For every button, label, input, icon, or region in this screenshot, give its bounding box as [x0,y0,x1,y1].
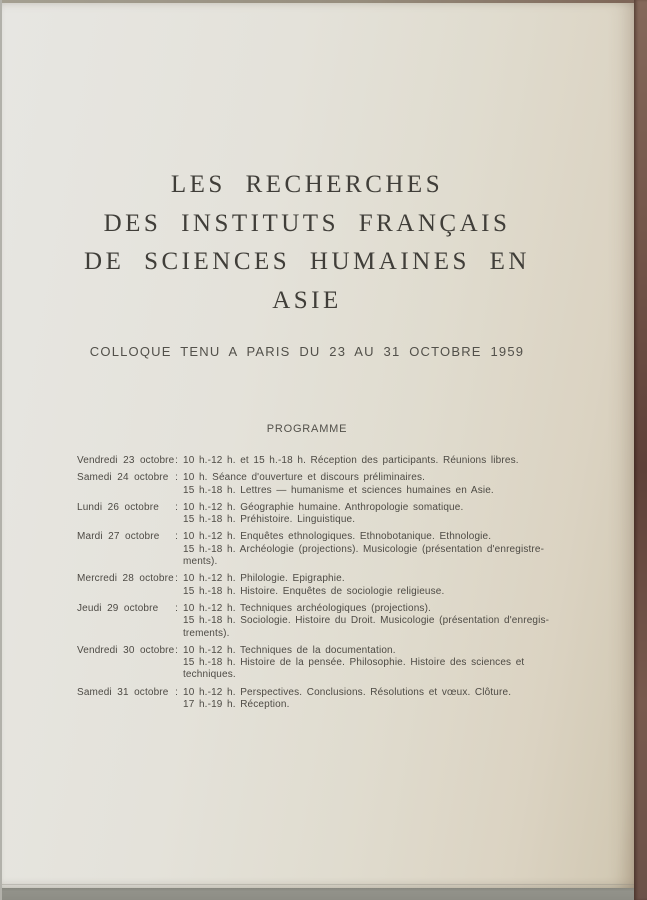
title-line: DES INSTITUTS FRANÇAIS [103,209,511,237]
entry-description [183,603,567,640]
entry-line: 10 h.-12 h. Techniques archéologiques (projections). [183,602,431,614]
entry-description [183,687,567,712]
entry-line: trements). [183,627,230,639]
entry-colon: : [175,644,178,656]
entry-date: Vendredi 30 octobre [77,644,175,656]
entry-line: 10 h.-12 h. et 15 h.-18 h. Réception des participants. Réunions libres. [183,455,519,466]
entry-colon: : [175,501,178,513]
entry-date: Mercredi 28 octobre [77,573,174,585]
entry-line: 17 h.-19 h. Réception. [183,699,290,711]
entry-colon: : [175,455,178,466]
entry-line: 15 h.-18 h. Sociologie. Histoire du Droit. Musicologie (présentation d'enregis- [183,615,550,627]
entry-colon: : [175,573,178,585]
title-line: DE SCIENCES HUMAINES EN ASIE [84,248,530,314]
entry-line: 15 h.-18 h. Histoire. Enquêtes de sociologie religieuse. [183,585,445,597]
entry-line: 10 h.-12 h. Techniques de la documentation. [183,644,396,656]
entry-line: 15 h.-18 h. Archéologie (projections). Musicologie (présentation d'enregistre- [183,543,545,555]
title-line: LES RECHERCHES [170,171,444,198]
colloque-subtitle: COLLOQUE TENU A PARIS DU 23 AU 31 OCTOBRE 1959 [89,344,525,359]
entry-description [183,455,567,467]
entry-line: ments). [183,556,218,568]
program-entry [77,472,567,497]
program-entry [77,573,567,598]
entry-date: Mardi 27 octobre [77,531,160,543]
entry-colon: : [175,472,178,484]
entry-colon: : [175,686,178,698]
page-title [72,166,542,320]
entry-date: Vendredi 23 octobre [77,455,175,466]
program-entry [77,455,567,467]
entry-line: 10 h.-12 h. Enquêtes ethnologiques. Ethnobotanique. Ethnologie. [183,531,492,543]
entry-line: 15 h.-18 h. Lettres — humanisme et sciences humaines en Asie. [183,484,494,496]
programme-heading: PROGRAMME [266,423,348,435]
program-list [77,455,567,716]
page-stack-fore-edge [0,887,647,900]
program-entry [77,603,567,640]
entry-description [183,645,567,682]
entry-description [183,472,567,497]
entry-line: 10 h.-12 h. Perspectives. Conclusions. Résolutions et vœux. Clôture. [183,686,512,698]
document-page [2,3,634,888]
entry-line: 15 h.-18 h. Préhistoire. Linguistique. [183,514,356,526]
entry-colon: : [175,602,178,614]
program-entry [77,645,567,682]
entry-line: 10 h.-12 h. Géographie humaine. Anthropologie somatique. [183,501,464,513]
entry-date: Samedi 31 octobre [77,686,169,698]
entry-description [183,531,567,568]
entry-colon: : [175,531,178,543]
entry-date: Lundi 26 octobre [77,501,159,513]
entry-date: Samedi 24 octobre [77,472,169,484]
program-entry [77,687,567,712]
entry-line: 10 h. Séance d'ouverture et discours préliminaires. [183,472,426,484]
entry-description [183,502,567,527]
program-entry [77,502,567,527]
entry-line: 15 h.-18 h. Histoire de la pensée. Philosophie. Histoire des sciences et [183,657,525,669]
entry-description [183,573,567,598]
program-entry [77,531,567,568]
entry-line: 10 h.-12 h. Philologie. Epigraphie. [183,573,345,585]
entry-date: Jeudi 29 octobre [77,602,159,614]
book-spine-backdrop [634,0,647,900]
entry-line: techniques. [183,669,236,681]
